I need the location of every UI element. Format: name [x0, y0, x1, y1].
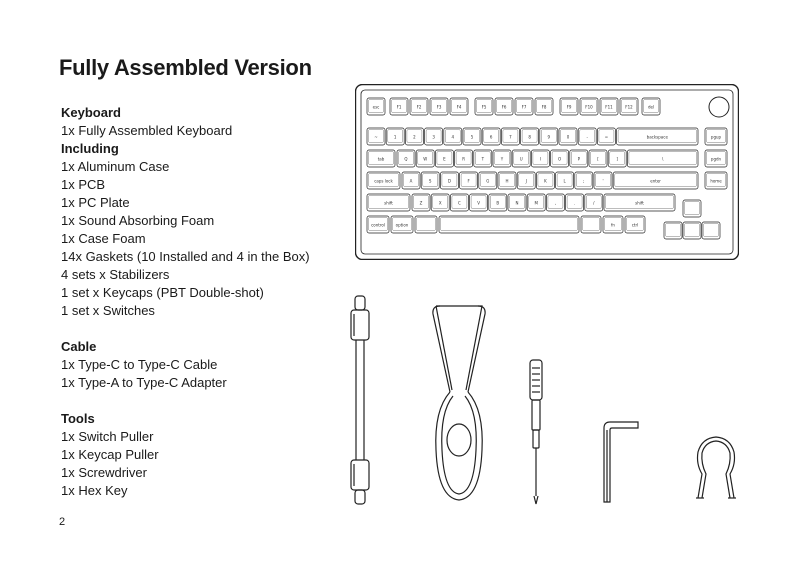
list-item: 1 set x Switches — [61, 303, 155, 318]
list-item: 1x PC Plate — [61, 195, 130, 210]
section-tools — [61, 410, 341, 500]
key-legend: ; — [583, 178, 585, 184]
key-legend: 7 — [509, 134, 512, 140]
list-item: 14x Gaskets (10 Installed and 4 in the Box) — [61, 249, 310, 264]
key-legend: option — [395, 222, 409, 228]
list-item: 1x Case Foam — [61, 231, 146, 246]
key-legend: F11 — [605, 104, 613, 110]
key-legend: J — [525, 178, 527, 184]
key-legend: tab — [377, 156, 385, 162]
key-legend: F3 — [436, 104, 442, 110]
key-legend: 3 — [432, 134, 435, 140]
key-legend: C — [458, 200, 461, 206]
key-legend: 1 — [393, 134, 397, 140]
screwdriver-icon — [524, 358, 548, 506]
list-item: 1x Sound Absorbing Foam — [61, 213, 215, 228]
key-legend: shift — [635, 200, 644, 206]
key-legend: F7 — [521, 104, 527, 110]
section-heading: Tools — [61, 411, 95, 426]
key-legend: , — [554, 200, 557, 206]
key-legend: F1 — [396, 104, 402, 110]
list-item: 1x Keycap Puller — [61, 447, 159, 462]
page-number: 2 — [59, 516, 66, 528]
key-legend: K — [544, 178, 547, 184]
key-legend: G — [486, 178, 490, 184]
key-legend: 2 — [413, 134, 416, 140]
list-item: 1x PCB — [61, 177, 106, 192]
section-heading: Cable — [61, 339, 97, 354]
list-item: 1x Fully Assembled Keyboard — [61, 123, 233, 138]
key-legend: F2 — [416, 104, 422, 110]
key-legend: R — [462, 156, 465, 162]
key-legend: Q — [404, 156, 408, 162]
key-legend: / — [593, 200, 595, 206]
key-legend: F10 — [585, 104, 593, 110]
key-legend: W — [423, 156, 428, 162]
list-item: 1 set x Keycaps (PBT Double-shot) — [61, 285, 264, 300]
key-legend: ' — [602, 178, 604, 184]
key-legend: home — [710, 178, 722, 184]
key-legend: X — [438, 200, 442, 206]
key-legend: ~ — [374, 134, 378, 140]
key-legend: backspace — [646, 134, 668, 140]
key-legend: I — [539, 156, 541, 162]
list-item: 1x Aluminum Case — [61, 159, 170, 174]
key-legend: [ — [597, 156, 599, 162]
hex-key-icon — [600, 420, 640, 506]
key-legend: 9 — [547, 134, 551, 140]
key-legend: pgup — [710, 134, 722, 140]
key-legend: Z — [419, 200, 423, 206]
key-legend: 0 — [566, 134, 570, 140]
keycap-puller-icon — [424, 300, 494, 506]
key-legend: F5 — [481, 104, 487, 110]
key-legend: . — [573, 200, 576, 206]
key-legend: N — [515, 200, 519, 206]
key-legend: \ — [662, 156, 664, 162]
key-legend: - — [586, 134, 588, 140]
key-legend: esc — [372, 104, 380, 110]
key-legend: ctrl — [631, 222, 639, 228]
list-item: 1x Screwdriver — [61, 465, 147, 480]
key-legend: 8 — [528, 134, 531, 140]
key-legend: O — [558, 156, 562, 162]
switch-puller-icon — [692, 434, 740, 506]
section-cable — [61, 338, 341, 392]
key-legend: pgdn — [710, 156, 722, 162]
list-item: 4 sets x Stabilizers — [61, 267, 170, 282]
key-legend: ] — [616, 156, 618, 162]
knob-icon — [709, 97, 729, 117]
list-item: 1x Type-A to Type-C Adapter — [61, 375, 227, 390]
key-legend: H — [505, 178, 509, 184]
key-legend: F8 — [541, 104, 547, 110]
list-item: 1x Hex Key — [61, 483, 128, 498]
key-legend: L — [563, 178, 566, 184]
key-legend: D — [447, 178, 451, 184]
key-legend: control — [371, 222, 385, 228]
key-legend: 4 — [451, 134, 455, 140]
key-legend: V — [477, 200, 480, 206]
key-legend: S — [428, 178, 432, 184]
list-item: 1x Switch Puller — [61, 429, 154, 444]
key-legend: B — [496, 200, 500, 206]
key-legend: caps lock — [374, 178, 393, 184]
key-legend: del — [647, 104, 655, 110]
key-legend: U — [519, 156, 523, 162]
key-legend: fn — [611, 222, 615, 228]
page-title: Fully Assembled Version — [59, 55, 312, 80]
keyboard-illustration — [355, 84, 739, 260]
key-legend: F6 — [501, 104, 507, 110]
key-legend: F4 — [456, 104, 462, 110]
usb-c-cable-icon — [344, 294, 378, 506]
key-legend: A — [409, 178, 413, 184]
key-legend: shift — [384, 200, 393, 206]
key-legend: T — [481, 156, 485, 162]
key-legend: Y — [500, 156, 504, 162]
key-legend: 6 — [489, 134, 493, 140]
subheading: Including — [61, 141, 119, 156]
key-legend: = — [604, 134, 609, 140]
key-legend: E — [443, 156, 446, 162]
package-contents — [61, 104, 341, 518]
key-legend: M — [534, 200, 538, 206]
section-keyboard — [61, 104, 341, 320]
key-legend: 5 — [470, 134, 474, 140]
key-legend: P — [577, 156, 581, 162]
section-heading: Keyboard — [61, 105, 121, 120]
key-legend: F — [467, 178, 470, 184]
key-legend: enter — [650, 178, 661, 184]
key-legend: F9 — [566, 104, 572, 110]
list-item: 1x Type-C to Type-C Cable — [61, 357, 218, 372]
key-legend: F12 — [625, 104, 633, 110]
